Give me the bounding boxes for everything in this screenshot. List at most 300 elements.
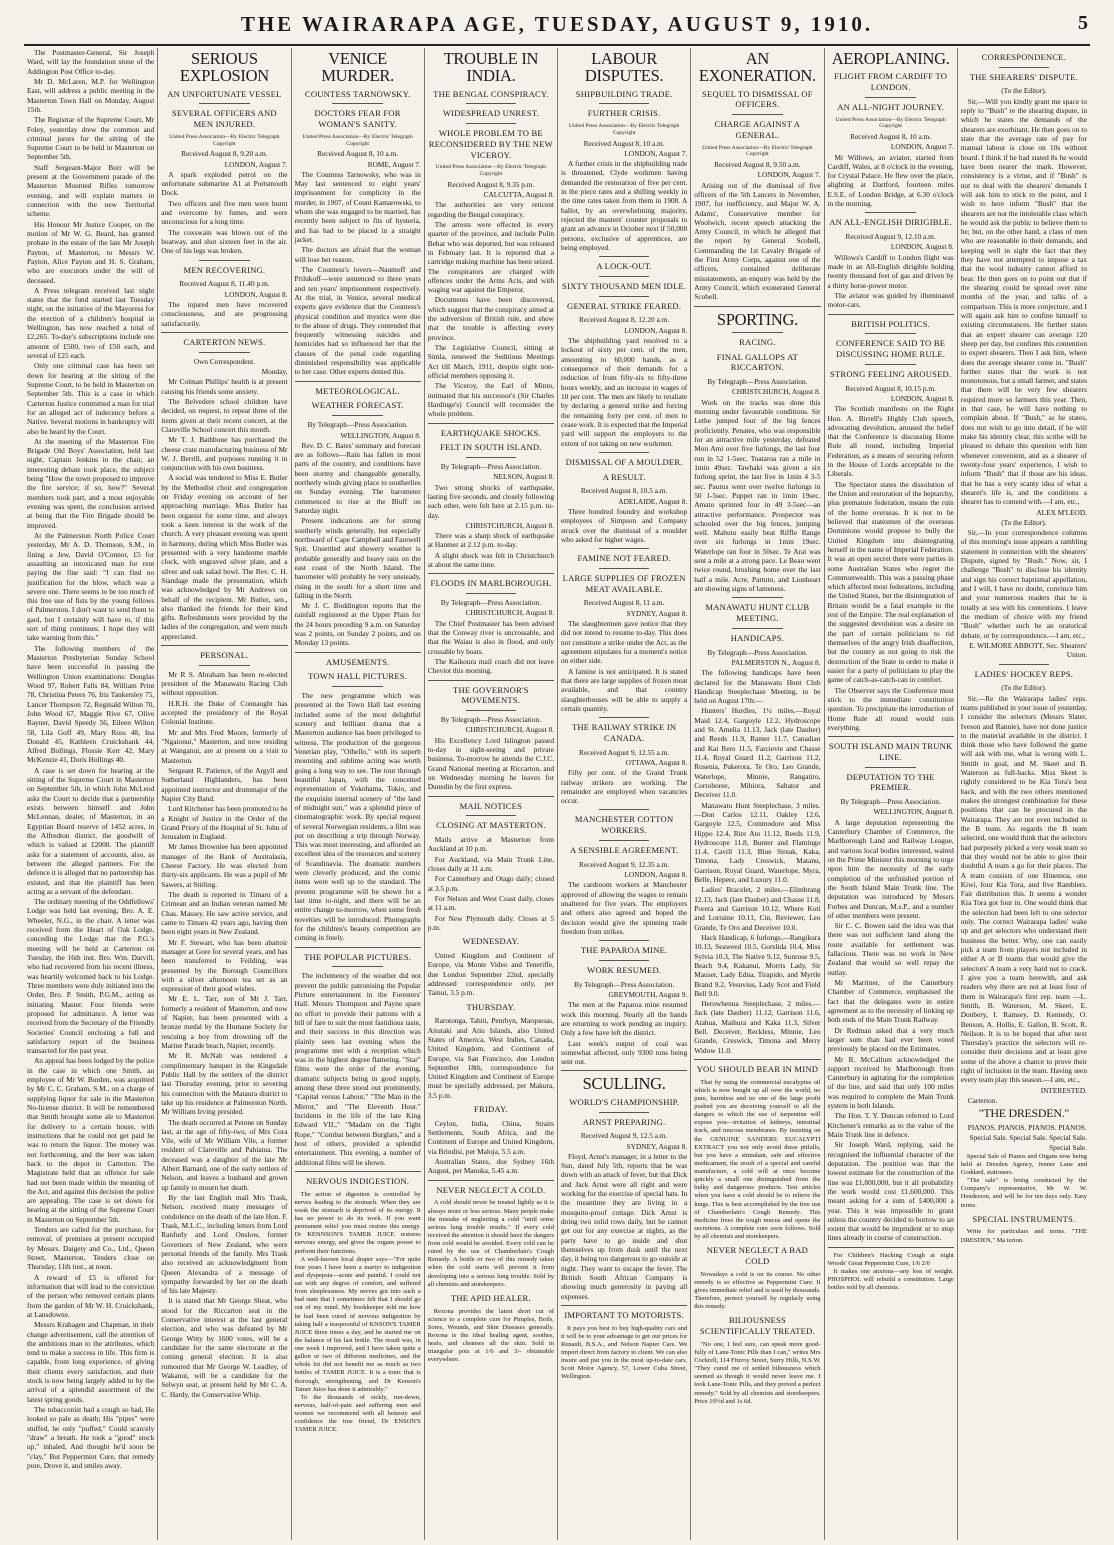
paragraph: The Belvedere school children have decided, on request, to repeat three of the items given at their recent concert, at the Clareville School concert this month. bbox=[161, 396, 288, 434]
dateline-place: Special Sale. Special Sale. Special Sale. Special Sale. bbox=[969, 1133, 1087, 1152]
subheading: THE BENGAL CONSPIRACY. bbox=[433, 88, 549, 99]
paragraph: The Legislative Council, sitting at Simla, renewed the Seditious Meetings Act till March, 1911, despite eight non-official members opposing it. bbox=[427, 343, 554, 380]
subheading: THE POPULAR PICTURES. bbox=[304, 951, 412, 962]
paragraph: H.R.H. the Duke of Connaught has accepted the presidency of the Royal Colonial Institute. bbox=[161, 698, 288, 727]
column-2 bbox=[157, 48, 290, 1540]
divider bbox=[865, 364, 916, 365]
subheading: AN ALL-NIGHT JOURNEY. bbox=[837, 101, 944, 112]
paragraph: The Kaikoura mail coach did not leave Cheviot this morning. bbox=[427, 657, 554, 676]
dateline-place: LONDON, August 7. bbox=[757, 170, 821, 180]
subheading: THE RAILWAY STRIKE IN CANADA. bbox=[571, 722, 677, 743]
paragraph: A large deputation representing the Canterbury Chamber of Commerce, the Marlborough Land and Railway League, and various local bodies interested, waited on the Prime Minister this morning to urge upon him the necessity of the early completion of the unfinished portion of the South Island Main Trunk line. The deputation was introduced by Messrs Forbes and Duncan, M.s.P., and a number of other members were present. bbox=[827, 817, 954, 920]
divider bbox=[295, 652, 421, 653]
subheading: CONFERENCE SAID TO BE DISCUSSING HOME RULE. bbox=[836, 338, 946, 360]
subheading: SEQUEL TO DISMISSAL OF OFFICERS. bbox=[702, 88, 813, 110]
advertisement-text: A well-known local draper says—"For quite four years I have been a martyr to indigestion and dyspepsia—acute and painful. I could not eat with any degree of comfort, and suffered from sleeplessness. My nerves got into such a bad state that I sometimes felt that I should go out of my mind. My bookkeeper told me how he had been cured of nervous indigestion by taking half a teaspoonful of KNSON'S TAMER JUICE three times a day, and he started me on the balance of his last bottle. The result was, in one week I improved, and I have taken quite a gallon or two of different medicines, and the whole lot did not benefit me as much as two bottles of TAMER JUICE. It is a tonic that is thorough, strengthening, and Dr Kenson's Tamer Juice has done it admirably." bbox=[294, 1255, 421, 1393]
paragraph: The Observer says the Conference must stick to the immediate constitution question. To precipitate the introduction of Home Rule all round would ruin everything. bbox=[827, 685, 954, 732]
wire-credit: United Press Association—By Electric Telegraph Copyright bbox=[302, 133, 413, 147]
divider bbox=[161, 332, 287, 333]
wire-credit: United Press Association—By Electric Telegraph Copyright bbox=[169, 133, 280, 147]
subheading: MEN RECOVERING. bbox=[183, 264, 266, 275]
subheading: SPECIAL INSTRUMENTS. bbox=[972, 1213, 1076, 1224]
divider bbox=[428, 680, 554, 681]
paragraph: The following members of the Masterton Presbyterian Sunday School have been successful in passing the Wellington Union examinations: Douglas Wood 97, Robert Falls 84, William Print 78, Christina Peters 76, Iris Tankersley 75, Lancer Thompson 72, Reginald Wilton 70, John Wood 67, Maggie Rive 67, Olive Rayner, David Speedy 56, Eileen Wilton 58, Lila Goff 49, Mary Ross 48, Ina Donald 45, Kathleen Cruickshank 44, Alfred Bollings, Flossie Kerr 42, Mary McKenzie 41, Doris Hollings 40. bbox=[27, 643, 155, 765]
paragraph: The Spectator states the dissolution of the Union and restoration of the heptarchy, plus premature federation, means the ruin of the home overseas. It is not to be believed that statesmen of the overseas Dominions would propose to bully the United Kingdom into disintegrating herself in the name of Imperial Federation. It was an open secret there were parties in some Australian States who regret the Commonwealth. This was a passing phase which affected most federations, including the United States, but the disintegration of Britain would be a fatal example to the rest of the Empire. The real explanation of the suggested devolution was a desire on the part of certain politicians to rid themselves of the angry Irish disaffection, but the country as not going to risk the destruction of the State in order to make it easier for a party of politicians to play the game of catch-as-catch-can in comfort. bbox=[827, 479, 954, 685]
subheading: COUNTESS TARNOWSKY. bbox=[304, 88, 411, 99]
divider bbox=[599, 296, 650, 297]
dateline: By Telegraph—Press Association. bbox=[440, 461, 542, 471]
subheading: DISMISSAL OF A MOULDER. bbox=[565, 456, 683, 467]
paragraph: Mr J. C. Boddington reports that the rainfall registered at the Upper Plain for the 24 hours preceding 9 a.m. on Saturday was 2 points, on Sunday 2 points, and on Monday 13 points. bbox=[294, 601, 421, 648]
divider bbox=[428, 1180, 554, 1181]
paragraph: The Countess's lovers—Naumoff and Prilukoff—were sentenced to three years and ten years' imprisonment respectively. At the trial, in Venice, several medical experts gave evidence that the Countess's physical condition and mystics were due to the abuse of drugs. They contended that frequently witnessing suicides and homicides had so influenced her that the clauses of the penal code regarding diminished responsibility was applicable to her case. Other experts denied this. bbox=[294, 264, 421, 377]
dateline-place: LONDON, August 7. bbox=[890, 142, 954, 152]
divider bbox=[295, 381, 421, 382]
divider bbox=[332, 103, 383, 104]
dateline-place: LONDON, August 7. bbox=[224, 159, 288, 169]
newspaper-title: THE WAIRARAPA AGE, TUESDAY, AUGUST 9, 1910. bbox=[240, 12, 874, 36]
dateline: Received August 8, 10 a.m. bbox=[583, 138, 665, 148]
subheading: STRONG FEELING AROUSED. bbox=[829, 368, 952, 379]
dateline: By Telegraph—Press Association. bbox=[707, 647, 808, 657]
divider bbox=[332, 966, 383, 967]
subheading: NEVER NEGLECT A BAD COLD bbox=[706, 1245, 809, 1266]
subheading: SHIPBUILDING TRADE. bbox=[575, 88, 673, 99]
divider bbox=[694, 306, 820, 307]
divider bbox=[466, 815, 517, 816]
divider bbox=[161, 645, 287, 646]
divider bbox=[732, 597, 783, 598]
paragraph: The authorities are very reticent regarding the Bengal conspiracy. bbox=[427, 200, 554, 219]
subheading: THE APID HEALER. bbox=[450, 1292, 531, 1303]
dateline-place: E. WILMORE ABBOTT, Sec. Shearers' Union. bbox=[969, 640, 1087, 660]
dateline: By Telegraph—Press Association. bbox=[440, 598, 542, 608]
paragraph: Mr D. McLaren, M.P. for Wellington East, will address a public meeting in the Masterton Town Hall on Monday, August 15th. bbox=[27, 76, 155, 114]
dateline-place: OTTAWA, August 8. bbox=[625, 757, 688, 767]
subheading: WHOLE PROBLEM TO BE RECONSIDERED BY THE NEW VICEROY. bbox=[428, 128, 553, 160]
divider bbox=[828, 736, 954, 737]
headline: SERIOUS EXPLOSION bbox=[179, 49, 269, 86]
dateline-place: ALEX M'LEOD. bbox=[1036, 507, 1087, 517]
paragraph: The slaughtermen gave notice that they did not intend to resume to-day. This does not constitute a strike under the Act, as the agreement stipulates for a moment's notice on either side. bbox=[561, 619, 688, 666]
paragraph: United Kingdom and Continent of Europe, via Monte Video and Teneriffe, due London September 22nd, specially addressed correspondence only, per Tainui, 3.5 p.m. bbox=[427, 950, 554, 998]
headline: VENICE MURDER. bbox=[321, 49, 394, 86]
divider bbox=[828, 314, 954, 315]
paragraph: The men at the Paparoa mine resumed work this morning. Nearly all the hands are returning to work pending an inquiry. Only a few have left the district. bbox=[561, 1000, 688, 1038]
subheading: WEATHER FORECAST. bbox=[311, 400, 404, 411]
subheading: RACING. bbox=[739, 336, 776, 347]
dateline: By Telegraph—Press Association. bbox=[707, 377, 808, 387]
subheading: BILIOUSNESS SCIENTIFICALLY TREATED. bbox=[699, 1315, 815, 1337]
paragraph: For Canterbury and Otago daily; closed at 3.5 p.m. bbox=[427, 874, 554, 893]
paragraph: A famine is not anticipated. It is stated that there are large supplies of frozen meat available, and that country slaughterhouses will be able to supply a certain quantity. bbox=[561, 666, 688, 713]
advertisement-text: Write for particulars and terms. "THE DRESDEN," Ma terton. bbox=[960, 1228, 1087, 1244]
paragraph: Two officers and five men were burnt and overcome by fumes, and were unconscious for a long time. bbox=[161, 198, 288, 227]
subheading: FELT IN SOUTH ISLAND. bbox=[440, 442, 542, 453]
dateline-place: CHRISTCHURCH, August 8. bbox=[465, 608, 554, 618]
dateline-place: LONDON, August 7. bbox=[624, 148, 688, 158]
paragraph: There was a sharp shock of earthquake at Hanmer at 2.12 p.m. to-day. bbox=[427, 531, 554, 550]
dateline: By Telegraph—Press Association. bbox=[573, 979, 675, 989]
subheading: SOUTH ISLAND MAIN TRUNK LINE. bbox=[828, 741, 953, 762]
paragraph: The following handicaps have been declared for the Manawatu Hunt Club Handicap Steeplechase Meeting, to be held on August 17th:— bbox=[694, 668, 821, 706]
paragraph: The death occurred at Petone on Sunday last, at the age of fifty-two, of Mrs Cora Vile, wife of Mr William Vile, a former resident of Clareville and Pahiatua. The deceased was a daughter of the late Mr Albert Barnard, one of the early settlers of Nelson, and leaves a husband and grown up family to mourn her death. bbox=[161, 1117, 288, 1192]
divider bbox=[599, 256, 650, 257]
subheading: HANDICAPS. bbox=[730, 632, 785, 643]
divider bbox=[199, 260, 250, 261]
divider bbox=[599, 452, 650, 453]
divider bbox=[466, 457, 517, 458]
paragraph: Sergeant R. Patience, of the Argyll and Sutherland Highlanders, has been appointed instructor and drummajor of the Napier City Band. bbox=[161, 765, 288, 803]
dateline-place: NELSON, August 8. bbox=[493, 472, 554, 482]
dateline-place: ROME, August 7. bbox=[367, 159, 421, 169]
paragraph: Staff Sergeant-Major Burr will be present at the Government parade of the Masterton Mounted Rifles tomorrow evening, and will explain matters in connection with the new Territorial scheme. bbox=[27, 162, 155, 219]
paragraph: Mr R. McNab was tendered a complimentary banquet in the Kingsdale Public Hall by the settlers of the district last Thursday evening, prior to severing his connection with the Mataura district to take up his residence at Palmerston North. Mr William Irving presided. bbox=[161, 1051, 288, 1117]
subheading: MAIL NOTICES bbox=[459, 800, 523, 811]
paragraph: The shipbuilding yard resolved to a lockout of sixty per cent. of the men, amounting to 60,000 hands, as a consequence of their demands for a reduction of from fifty-six to fifty-three hours weekly, and an increase in wages of 10 per cent. The men are likely to retaliate by declaring a general strike and forcing the remaining forty per cent. of men to cease work. It is expected that the Imperial yard will support the employers to the extent of not taking on new workmen. bbox=[561, 336, 688, 448]
subheading: IMPORTANT TO MOTORISTS. bbox=[564, 1309, 684, 1320]
subheading: MANAWATU HUNT CLUB MEETING. bbox=[705, 602, 810, 624]
subheading: NERVOUS INDIGESTION. bbox=[306, 1175, 410, 1186]
paragraph: Carterton. bbox=[967, 1096, 998, 1106]
paragraph: Floyd, Arnst's manager, in a letter to the Sun, dated July 5th, reports that he was down with an attack of fever, but that Dick and Jack Arnst were all right and were working for the exercise of special hats. In the meantime they are living in a mosquito-proof cottage. Dick Arnst is doing two solid rows daily, but he cannot get out for any exercise at nights, as the party have to go inside and shut themselves up from dusk until the next day, it being too dangerous to go outside at night. They want to escape the fever. The British South African Company is showing much generosity in paying all expenses. bbox=[561, 1151, 688, 1301]
paragraph: Only one criminal case has been set down for hearing at the sitting of the Supreme Court, to be held in Masterton on September 5th. This is a case in which Carterton Justice committed a man for trial for an alleged act of indecency before a Native. Several motions in bankruptcy will also be heard by the Court. bbox=[27, 361, 155, 436]
advertisement-text: That by using the commercial eucalyptus oil which is now bought up all over the world, no pure, harmless and no one of the large profit pushed you are deceiving yourself to all the dangers to which the use of turpentine will expose you—irritation of kidneys, intestinal track, and mucous membranes. By insisting on the GENUINE SANDERS EUCALYPTI EXTRACT you not only avoid these pitfalls, but you have a stimulant, safe and effective medicament, the result of a special and careful manufacture, a cold will at once become quickly a small one distinguished from the bulky and dangerous products. Test articles when you have a cold should be to relieve the lungs. This is best accomplished by the free use of Chamberlain's Cough Remedy. This medicine frees the tough mucus and opens the secretions. A complete cure soon follows. Sold by all chemists and storekeepers. bbox=[694, 1078, 821, 1241]
wire-credit: United Press Association—By Electric Telegraph Copyright bbox=[568, 123, 680, 136]
paragraph: A further crisis in the shipbuilding trade is threatened, Clyde workmen having demanded the restoration of five per cent. in the piece rates and a shilling weekly in the time rates taken from them in 1908. A ballot, by an overwhelming majority, rejected the masters' counter proposals to grant an advance in October next if 50,000 persons, exclusive of apprentices, are being employed. bbox=[561, 159, 688, 252]
dateline: Received August 8, 10.5 a.m. bbox=[580, 486, 668, 496]
subheading: BRITISH POLITICS. bbox=[851, 318, 931, 329]
dateline-place: ADELAIDE, August 8. bbox=[618, 496, 688, 506]
divider bbox=[599, 1112, 650, 1113]
paragraph: The Hon. T. Y. Duncan referred to Lord Kitchener's remarks as to the value of the Main Trunk line in defence. bbox=[827, 1111, 954, 1140]
subheading: SEVERAL OFFICERS AND MEN INJURED. bbox=[171, 108, 277, 130]
divider bbox=[466, 103, 517, 104]
divider bbox=[865, 333, 916, 334]
advertisement-text: It pays you best to buy high-quality cars and it will be to your advantage to get our prices for Renault, B.S.A., and Nelson Napier Cars. We import direct from factory to client. We can also insure and put you in the most up-to-date cars. Scott Motor Agency, 57, Lower Cuba Street, Wellington. bbox=[561, 1324, 688, 1381]
subheading: THURSDAY. bbox=[466, 1001, 516, 1012]
paragraph: Documents have been discovered, which suggest that the conspiracy aimed at the subversion of British rule, and show that the trouble is affecting every province. bbox=[427, 295, 554, 342]
divider bbox=[561, 1305, 687, 1306]
paragraph: Sir,—In your correspondence columns of this morning's issue appears a rambling statement in connection with the shearers' Dispute, signed by "Bush." Now, sir, I challenge "Bush" to disclose his identity and sign his correct baptismal appellation, and I will, I have no doubt, convince him and your numerous readers that he is totally at sea with his contentions. I leave the medium of choice with my friend "Bush" whether such be an oratorical debate, or by correspondence.—I am, etc., bbox=[960, 528, 1087, 640]
paragraph: His Honour Mr Justice Cooper, on the motion of Mr W. G. Beard, has granted probate in the estate of the late Mr Joseph Payton, of Masterton, to Messrs W. Payton, Alice Payton and H. S. Graham, who are executors under the will of deceased. bbox=[27, 219, 155, 285]
dateline: Received August 8, 10 a.m. bbox=[850, 131, 932, 141]
divider bbox=[732, 628, 783, 629]
subheading: CARTERTON NEWS. bbox=[183, 336, 266, 347]
column-4 bbox=[424, 48, 557, 1540]
paragraph: A reward of £5 is offered for information that will lead to the conviction of the person who removed certain plants from the garden of Mr W. H. Cruickshank, at Lansdowne. bbox=[27, 1272, 155, 1319]
dateline-place: WELLINGTON, August 8. bbox=[340, 430, 421, 440]
paragraph: Tenders are called for the purchase, for removal, of premises at present occupied by Messrs. Daigety and Co., Ltd., Queen Street, Masterton. Tenders close on Thursday, 11th inst., at noon. bbox=[27, 1225, 155, 1272]
paragraph: Present indications are for strong southerly winds generally, but especially northward of Cape Campbell and Farewell Spit. Unsettled and showery weather is probable generally and heavy rain on the east coast of the North Island. The barometer will probably be very unsteady, rising in the south for a short time and falling in the North. bbox=[294, 516, 421, 600]
paragraph: Mr Marriner, of the Canterbury Chamber of Commerce, emphasised the fact that the delegates were in entire agreement as to the necessity of linking up both ends of the Main Trunk Railway. bbox=[827, 978, 954, 1025]
paragraph: The doctors are afraid that the woman will lose her reason. bbox=[294, 245, 421, 264]
paragraph: Mr T. J. Bathbone has purchased the cheese crate manufacturing business of Mr W. J. Berrill, and purposes running it in conjunction with his own business. bbox=[161, 435, 288, 473]
divider bbox=[599, 940, 650, 941]
subheading: FLOODS IN MARLBOROUGH. bbox=[430, 578, 552, 589]
subheading: THE PAPAROA MINE. bbox=[580, 945, 668, 956]
advertisement-text: A cold should never be treated lightly as it is always more or less serious. Many people make the mistake of neglecting a cold "until some serious lung trouble results." If every cold received the attention it should have the dangers from cold would be avoided. Every cold can be cured by the use of Chamberlain's Cough Remedy. A bottle or two of this remedy taken when the cold starts will prevent it from developing into a serious lung trouble. Sold by all chemists and storekeepers. bbox=[427, 1199, 554, 1288]
dateline: Received August 8, 10.15 p.m. bbox=[845, 383, 936, 393]
paragraph: Willows's Cardiff to London flight was made in an All-English dirigible holding twenty thousand feet of gas and driven by a thirty horse-power motor. bbox=[827, 252, 954, 290]
divider bbox=[599, 568, 650, 569]
divider bbox=[466, 593, 517, 594]
paragraph: The Viceroy, the Earl of Minto, intimated that his successor's (Sir Charles Hardinge's) Council will reconsider the whole problem. bbox=[427, 381, 554, 419]
headline: LABOUR DISPUTES. bbox=[584, 49, 664, 86]
dateline: Received August 8, 11.40 p.m. bbox=[179, 279, 270, 289]
dateline-place: CALCUTTA, August 8. bbox=[483, 190, 554, 200]
subheading: DOCTORS FEAR FOR WOMAN'S SANITY. bbox=[314, 108, 401, 130]
paragraph: Lord Kitchener has been promoted to be a Knight of Justice in the Order of the Grand Priory of the Hospital of St. John of Jerusalem in England. bbox=[161, 804, 288, 842]
subheading: FRIDAY. bbox=[474, 1104, 508, 1115]
divider bbox=[599, 548, 650, 549]
headline: SPORTING. bbox=[716, 309, 798, 329]
paragraph: Fifty per cent. of the Grand Trunk railway strikers are working. The remainder are employed when vacancies occur. bbox=[561, 768, 688, 806]
divider bbox=[599, 840, 650, 841]
subheading: A RESULT. bbox=[602, 471, 646, 482]
column-3 bbox=[291, 48, 424, 1540]
subheading: WIDESPREAD UNREST. bbox=[442, 108, 539, 119]
paragraph: The Registrar of the Supreme Court, Mr Foley, yesterday drew the common and criminal jurors for the sitting of the Supreme Court to be held in Masterton on September 5th. bbox=[27, 115, 155, 162]
subheading: DEPUTATION TO THE PREMIER. bbox=[846, 771, 935, 793]
subheading: CORRESPONDENCE. bbox=[981, 52, 1067, 62]
subheading: LADIES' HOCKEY REPS. bbox=[974, 668, 1074, 679]
paragraph: Australian States, due Sydney 16th August, per Manuka, 5.45 a.m. bbox=[427, 1157, 554, 1176]
wire-credit: United Press Association—By Electric Telegraph Copyright bbox=[702, 144, 813, 158]
paragraph: Manawatu Hunt Steeplechase, 3 miles.—Don Carlos 12.11, Oakley 12.6, Gargoyle 12.5, Commodore and Miss Hippo 12.4, Rire Ato 11.12, Reeds 11.9, Hydroscope 11.8, Bunter and Flamingo 11.4, Cavill 11.3, Blue Streak, Kaka, Timona, Lady Creswick, Matanu, Garrison, Royal Guard, Waterlope, Myra, Belle, Hepere, and Luxury 11.0. bbox=[694, 800, 821, 885]
paragraph: The cardroom workers at Manchester approved of allowing the wages to remain unaltered for five years. The employers and others also agreed and hoped the decision would give the spinning trade freedom from strikes. bbox=[561, 880, 688, 936]
paragraph: Sir C. C. Bowen said the idea was that there was not sufficient land along the route available for settlement was fallacious. There was no work in New Zealand that would so well repay the outlay. bbox=[827, 921, 954, 977]
paragraph: Ladies' Bracelet, 2 miles.—Elimbrang 12.13, Jack (late Dauber) and Chasse 11.8, Porera and Garrison 10.12, Where Koti and Lorraine 10.11, Cin, Reviewer, Leo Grande, Te Oro and Deceiver 10.0. bbox=[694, 885, 821, 932]
dateline-place: GREYMOUTH, August 9. bbox=[608, 989, 688, 999]
subheading: AN ALL-ENGLISH DIRIGIBLE. bbox=[829, 217, 952, 228]
advertisement-text: The action of digestion is controlled by nerves leading to the stomach. When they are weak the stomach is deprived of its energy. It has no power to do its work. If you want permanent relief you must restore this energy. Dr KENNSON'S TAMER JUICE restores nervous energy, and gives the organs power to perform their functions. bbox=[294, 1190, 421, 1255]
paragraph: A social was tendered to Miss E. Butler by the Methodist choir and congregation on Friday evening on account of her approaching marriage. Miss Butler has been organist for some time, and always took a keen interest in the work of the church. A very pleasant evening was spent in harmony, during which Miss Butler was presented with a very handsome marble clock, with engraved silver plate, and a silver and oak salad bowl. The Rev. C. H. Standage made the presentation, which was acknowledged by Mr Andrews on behalf of the recipient. Mr Butler, sen., also thanked the friends for their kind gifts. Refreshments were provided by the ladies of the congregation, and were much appreciated. bbox=[161, 473, 288, 641]
paragraph: The tobacconist had a cough so bad, He looked so pale as death; His "pipes" were stuffed, he only "puffed," Could scarcely "draw" a breath. He took a "good" stock up," inhaled, And thought he'd soon be "clay," But Peppermint Cure, that remedy pure, Drove it, and smiles away. bbox=[27, 1405, 155, 1470]
paragraph: The ordinary meeting of the Oddfellows' Lodge was held last evening, Bro. A. E. Wheeler, N.G., in the chair. A letter was received from the Heart of Oak Lodge, conceding the Lodge that the P.G.'s meeting will be held at Carterton on Tuesday, the 16th inst. Bro. Wm. Darvill, who had recovered from his recent illness, was heartily welcomed back to his Lodge. Three members were duly initiated into the Order, Bro. P. Smith, P.G.M., acting as initiating Master. Four friends were proposed for admittance. A letter was received from the Secretary of the Friendly Societies' Council enclosing a full and satisfactory report of the business transacted for the past year. bbox=[27, 897, 155, 1056]
subheading: FINAL GALLOPS AT RICCARTON. bbox=[716, 351, 798, 373]
headline: AN EXONERATION. bbox=[698, 49, 816, 86]
paragraph: A case is set down for hearing at the sitting of the Supreme Court in Masterton on September 5th, in which John McLeod asks the Court to decide that a partnership exists between himself and John McLennan, dealer, of Masterton, in an Egyptian Board reserve of 1452 acres, in the Alfredton district, the goodwill of which is valued at £2000. The plaintiff asks for a statement of accounts, also, as between the alleged partners. For the defence it is alleged that no partnership has existed, and that the plaintiff has been acting as a servant of the defendant. bbox=[27, 765, 155, 896]
divider bbox=[599, 103, 650, 104]
divider bbox=[466, 710, 517, 711]
dateline-place: CHRISTCHURCH, August 8. bbox=[465, 725, 554, 735]
advertisement-text: To the thousands of sickly, run-down, nervous, half-of-pain and suffering men and women we recommend with all honesty and confidence the true friend, Dr ENSON'S TAMER JUICE. bbox=[294, 1393, 421, 1434]
subheading: THE GOVERNOR'S MOVEMENTS. bbox=[453, 684, 529, 706]
column-7 bbox=[824, 48, 957, 1540]
paragraph: Mr E. L. Tarr, son of Mr J. Tarr, formerly a resident of Masterton, and now of Napier, has been presented with a bronze medal by the Humane Society for rescuing a boy from drowning off the Marine Parade beach, Napier, recently. bbox=[161, 994, 288, 1050]
divider bbox=[199, 352, 250, 353]
headline: SCULLING. bbox=[582, 1074, 666, 1094]
paragraph: The Countess Tarnowsky, who was in May last sentenced to eight years' imprisonment for complicity in the murder, in 1907, of Count Kamarowski, to whom she was engaged to be married, has recently been subject to fits of hysteria, and has had to be placed in a straight jacket. bbox=[294, 169, 421, 245]
subheading: FAMINE NOT FEARED. bbox=[577, 553, 671, 564]
subheading: CLOSING AT MASTERTON. bbox=[436, 820, 546, 831]
dateline: By Telegraph—Press Association. bbox=[840, 797, 941, 807]
divider bbox=[732, 332, 783, 333]
divider bbox=[332, 415, 383, 416]
divider bbox=[865, 97, 916, 98]
paragraph: At the meeting of the Masterton Fire Brigade Old Boys' Association, held last night, Captain Jenkins in the chair, an interesting debate took place, the subject being "How the town proposed to improve the fire service; if so, how?" Several members took part, and a most enjoyable evening was spent, the conclusion arrived at being that the Fire Brigade should be improved. bbox=[27, 436, 155, 530]
dateline-place: LONDON, August 8. bbox=[890, 242, 954, 252]
divider bbox=[999, 67, 1050, 68]
paragraph: Rev. D. C. Bates' summary and forecast are as follows—Rain has fallen in most parts of the country, and conditions have been stormy and changeable generally, northerly winds giving place to southerlies on Sunday evening. The barometer commenced to rise at the Bluff on Saturday night. bbox=[294, 440, 421, 516]
dateline-place: SYDNEY, August 8. bbox=[626, 1141, 688, 1151]
divider bbox=[332, 686, 383, 687]
subheading: WEDNESDAY. bbox=[462, 936, 520, 947]
dateline: Received August 8, 11 a.m. bbox=[583, 598, 665, 608]
subheading: CHARGE AGAINST A GENERAL. bbox=[714, 119, 801, 140]
paragraph: The Postmaster-General, Sir Joseph Ward, will lay the foundation stone of the Addington Post Office to-day. bbox=[27, 48, 155, 76]
paragraph: Mr James Brownlee has been appointed manager of the Bank of Australasia, Cheese Factory. He was elected from thirty-six applicants. He was a pupil of Mr Sawers, at Stirling. bbox=[161, 842, 288, 889]
divider bbox=[732, 114, 783, 115]
dateline: Own Correspondent. bbox=[193, 356, 255, 366]
paragraph: PIANOS. PIANOS. PIANOS. PIANOS. bbox=[967, 1122, 1087, 1132]
divider bbox=[694, 1059, 820, 1060]
divider bbox=[428, 796, 554, 797]
advertisement-text: For Children's Hacking Cough at night Woods' Great Peppermint Cure, 1/6 2/6 bbox=[827, 1251, 954, 1267]
paragraph: Mr R. McCallum acknowledged the support received by Marlborough from Canterbury in agitating for the completion of the line, and said that only 100 miles was required to complete the Main Trunk system in both Islands. bbox=[827, 1054, 954, 1111]
dateline: Received August 8, 9.50 a.m. bbox=[714, 159, 801, 169]
advertisement-text: Nowadays a cold is on its course. No other remedy is so effective as Peppermint Cure. It gives immediate relief and is used by thousands. Therefore, protect yourself by regularly using this remedy. bbox=[694, 1270, 821, 1311]
paragraph: The arrests were effected in every quarter of the province, and include Pulin Behar who was deported, but was released in February last. It is reported that a cartridge making machine has been seized. The conspirators are charged with offences under the Arms Acts, and with waging war against the Emperor. bbox=[427, 219, 554, 295]
paragraph: For New Plymouth daily. Closes at 5 p.m. bbox=[427, 913, 554, 932]
subheading: FLIGHT FROM CARDIFF TO LONDON. bbox=[834, 71, 948, 93]
divider bbox=[599, 960, 650, 961]
subheading: AMUSEMENTS. bbox=[325, 656, 390, 667]
paragraph: Hunters' Hurdles, 1½ miles.—Royal Maid 12.4, Gargoyle 12.2, Hydroscope and St. Amelia 11.13, Jack (late Dauber) and Reeds 11.9, Ramer 11.7, Canadian and Kai Rere 11.5, Farcievie and Chasse 11.4, Royal Guard 11.2, Garrison 11.2, Rosenia, Pukerora, Te Oro, Leo Grande, Waterlope, Minnie, Rangatiro, Corroboree, Mihiora, Saltator and Deceiver 11.0. bbox=[694, 706, 821, 800]
dateline-place: INTERESTED. bbox=[1040, 1085, 1087, 1095]
subheading: METEOROLOGICAL. bbox=[315, 385, 400, 396]
paragraph: The new programme which was presented at the Town Hall last evening included some of the most delightful scenery and brilliant drama that a Masterton audience has been privileged to witness. The production of the gorgeous Venetian play, "Othello," with its superb mounting and sublime acting was worth going a long way to see. The tour through beautiful Japan, with the conceited representation of Yokohama, Tokio, and the exquisite internal scenery of "the land of midnight sun," was a splendid piece of cinematographic work. By special request of several Norwegian residents, a film was put on describing a trip through Norway. This was most interesting, and afforded an excellent idea of the resources and scenery of Scandinavia. The dramatic numbers were cleverly produced, and the comic items were well up to the standard. The present programme will be shown for a last time to-night, and there will be an entire change to-morrow, when some fresh novelties will be introduced. Photographs for the children's beauty competition are coming in freely. bbox=[294, 691, 421, 943]
paragraph: It is stated that Mr George Sheat, who stood for the Riccarton seat in the Conservative interest at the last general election, and who was defeated by Mr George Witty by 1600 votes, will be a candidate for the same electorate at the coming general election. It is also rumoured that Mr George W. Leadley, of Wakanui, will be a candidate for the Selwyn seat, at present held by Mr C. A. C. Hardy, the Conservative Whip. bbox=[161, 1296, 288, 1399]
newspaper-columns bbox=[24, 48, 1090, 1540]
divider bbox=[295, 1171, 421, 1172]
wire-credit: United Press Association—By Electric Telegraph Copyright bbox=[435, 164, 547, 177]
wire-credit: United Press Association—By Electric Telegraph Copyright bbox=[835, 116, 946, 130]
paragraph: At the Palmerston North Police Court yesterday, Mr A. D. Thomson, S.M., in fining a Jew, David O'Connor, £5 for assaulting an intoxicated man for rent paying the fine said: "I can find no justification for the blow, which was a severe one. There seems to be too much of this free use of fists by the young fellows of Palmerston. I don't want to send them to gaol, but I certainly will have to, if this sort of thing continues. I hope they will take warning from this." bbox=[27, 530, 155, 643]
subheading: WORK RESUMED. bbox=[587, 964, 662, 975]
paragraph: Arising out of the dismissal of five officers of the 5th Lancers in November, 1907, for inefficiency, and Major W. A. Adams', Conservative member for Woolwich, recent speech attacking the Army Council, in which he alleged that the report by General Scobell, Commanding the 1st Cavalry Brigade of the First Army Corps, against one of the officers, contained deliberate misstatements, an enquiry was held by the Army Council, which exonerated General Scobell. bbox=[694, 180, 821, 302]
column-8 bbox=[957, 48, 1090, 1540]
subheading: YOU SHOULD BEAR IN MIND bbox=[696, 1064, 819, 1074]
divider bbox=[428, 423, 554, 424]
dateline-place: LONDON, August 8. bbox=[624, 869, 688, 879]
paragraph: Ceylon, India, China, Straits Settlements, South Africa, and the Continent of Europe and United Kingdom, via Brindisi, per Maloja, 5.5 a.m. bbox=[427, 1118, 554, 1156]
divider bbox=[828, 1247, 954, 1248]
paragraph: Last week's output of coal was somewhat affected, only 9300 tons being sent out. bbox=[561, 1038, 688, 1067]
paragraph: His Excellency Lord Islington passed to-day in sight-seeing and private business. To-morrow he attends the C.J.C. Grand National meeting at Riccarton, and on Wednesday morning he leaves for Dunedin by the first express. bbox=[427, 735, 554, 792]
paragraph: Hack Handicap, 6 furlongs.—Rangikura 10.13, Seaweed 10.5, Gorslida 10.4, Miss Sylvia 10.3, The Native 9.12, Sunrose 9.5, Beach 9.4, Kakanui, Morris Lady, Sir Mauser, Lady Edna, Tirapido, and Myrtle Brand 9.2, Vesuvius, Lady Scot and Field Bell 9.0. bbox=[694, 932, 821, 998]
paragraph: A Press telegram received last night states that the fund started last Tuesday night, on the initiative of the Mayoress for the erection of a children's hospital in Wellington, has now reached a total of £2,265. To-day's subscriptions include one amount of £500, two of £50 each, and several of £25 each. bbox=[27, 285, 155, 360]
paragraph: An appeal has been lodged by the police in the case in which one Smith, an employee of Mr W. Burden, was acquitted by Mr C. C. Graham, S.M., on a charge of supplying liquor for sale in the Masterton No-license district. It will be remembered that Smith brought some ale to Masterton for delivery to a certain house, with instructions that he could not get paid he was to return the liquor. The money was not forthcoming, and the beer was taken back to the depot in Carterton. The Magistrate held that an offence for sale had not been made within the meaning of the Act, and against this decision the police are appealing. The case is set down for hearing at the sitting of the Supreme Court in Masterton on September 5th. bbox=[27, 1056, 155, 1224]
masthead bbox=[24, 8, 1090, 46]
dateline-place: CHRISTCHURCH, August 8. bbox=[465, 520, 554, 530]
divider bbox=[865, 767, 916, 768]
paragraph: The Chief Postmaster has been advised that the Conway river is uncrossable, and that the Waiau is also in flood, and only crossable by boats. bbox=[427, 618, 554, 656]
paragraph: For Auckland, via Main Trunk Line, closes daily at 11 a.m. bbox=[427, 854, 554, 874]
dateline-place: LONDON, August 8. bbox=[624, 325, 688, 335]
advertisement-text: Special Sale of Pianos and Organs now being held at Dresden Agency, Jenner Lane and Goddard, stationers. bbox=[960, 1152, 1087, 1177]
paragraph: Messrs Krahagen and Chapman, in their change advertisement, call the attention of the ambitious man to the attributes, which tend to make a success in life. This firm is capable, from long experience, of giving their clients every satisfaction, and their stock is now being largely added to by the arrival of a splendid assortment of the latest spring goods. bbox=[27, 1320, 155, 1404]
advertisement-text: It makes one anxious—any loss of weight. PHOSPHOL will rebuild a constitution. Large bottles sold by all chemists. bbox=[827, 1268, 954, 1292]
headline: TROUBLE IN INDIA. bbox=[443, 49, 539, 86]
dateline: Received August 9, 12.10 a.m. bbox=[845, 232, 936, 242]
subheading: MANCHESTER COTTON WORKERS. bbox=[574, 814, 674, 836]
divider bbox=[199, 665, 250, 666]
advertisement-text: "No one, I feel sure, can speak more good-fully of Lane-Tonic Pills than I can," writes Mrs Cockrell, 114 Fitzroy Street, Surry Hills, N.S.W. "They cured me of settled biliousness which seemed as though it would never leave me. I took Lane-Tonic Pills, and they proved a perfect remedy." Sold by all chemists and storekeepers. Price 10½d and 1s 6d. bbox=[694, 1340, 821, 1405]
dateline-place: SYDNEY, August 8. bbox=[626, 608, 688, 618]
paragraph: Mr Colman Phillips' health is at present causing his friends some anxiety. bbox=[161, 377, 288, 396]
subheading: SIXTY THOUSAND MEN IDLE. bbox=[562, 280, 687, 291]
dateline: Received August 9, 12.35 a.m. bbox=[579, 859, 670, 869]
divider bbox=[599, 276, 650, 277]
subheading: NEVER NEGLECT A COLD. bbox=[436, 1184, 546, 1195]
subheading: A LOCK-OUT. bbox=[596, 261, 652, 272]
paragraph: The Scottish manifesto on the Right Hon. A. Birrell's Highly Club speech, advocating devolution, aroused the belief that the Conference is discussing Home Rule all round, including Imperial Federation, as a means of securing reform in the House of Lords acceptable to the Liberals. bbox=[827, 404, 954, 479]
paragraph: Rarotonga, Tahiti, Penrhyn, Marquesas, Aitutaki and Atiu Islands, also United States of America, West Indies, Canada, United Kingdom, and Continent of Europe, via San Francisco, due London September 18th, correspondence for United Kingdom and Continent of Europe must be specially addressed, per Makura, 3.5 p.m. bbox=[427, 1016, 554, 1100]
dateline: Received August 8, 10 a.m. bbox=[317, 149, 399, 159]
paragraph: A slight shock was felt in Christchurch at about the same time. bbox=[427, 550, 554, 570]
dateline: (To the Editor). bbox=[1001, 86, 1047, 96]
dateline-place: LONDON, August 8. bbox=[224, 289, 288, 299]
dateline: By Telegraph—Press Association. bbox=[307, 420, 408, 430]
dateline-place: Monday. bbox=[261, 367, 288, 377]
subheading: WORLD'S CHAMPIONSHIP. bbox=[569, 1096, 680, 1107]
paragraph: Dr Redman asked that a very much larger sum than had ever been voted previously be placed on the Estimates. bbox=[827, 1025, 954, 1054]
divider bbox=[199, 103, 250, 104]
advertisement-text: "The sale" is being conducted by the Company's representative, Mr W. W. Henderson, and will be for ten days only. Easy terms. bbox=[960, 1177, 1087, 1209]
subheading: LARGE SUPPLIES OF FROZEN MEAT AVAILABLE. bbox=[562, 572, 686, 594]
paragraph: Sir,—Re the Wairarapa ladies' reps. teams published in your issue of yesterday, I consider the selectors (Messrs Slater, Iveson and Rannie), have not done justice to the material available in the district. I think those who have followed the game will ask with me, what is wrong with L. Smith in goal, and M. Skeet and B. Waterson as full-backs. Miss Skeet is rightly considered to be Kia Tora's best back, and with the two others mentioned makes the strongest combination for these positions that can be procured in the Wairarapa. They are not even included in the B team. As regards the B team selected, one would think that the selectors had purposely picked a very weak team so that they would not be able to give their doubtful A team a go for their places. The A team consists of one Hinemoa, one Kiwi, four Kia Tora, and five Ramblers. Fair distribution this. It seems a wonder Kia Tora got four in. One would think that the selection had been left to one selector only. The correct Wairarapa ladies' wake up and get selectors who understand their business the better. Why, one can easily pick a team from players not included in either A or B teams that would give the selectors' A team a very hard nut to crack. I give you a team herewith, and ask readers why there are not at least four of them in Wairarapa's first rep. team —L. Smith, B. Waterson, M. Skeet, E. Donbery, I. Ramsey, D. Kennedy, O. Benson, A. Hollis, E. Gallon, B. Scott, R. Neilson. It is to be hoped that after next Thursday's practice the selectors will re-consider their decisions and at least give some of the above a chance to prove their right of inclusion in the team. Having seen every team play this season.—I am, etc., bbox=[960, 693, 1087, 1085]
divider bbox=[295, 947, 421, 948]
paragraph: The death is reported in Timaru of a Crimean and an Indian veteran named Mr Chas. Massey. He saw active service, and came to Timaru 42 years ago, having then been eight years in New Zealand. bbox=[161, 890, 288, 937]
paragraph: Mr F. Stewart, who has been abattoir manager at Gore for several years, and has been transferred to Feilding, was presented by the Borough Councillors with a silver afternoon tea set as an expression of their good wishes. bbox=[161, 937, 288, 994]
advertisement-title: "THE DRESDEN." bbox=[978, 1106, 1069, 1121]
paragraph: Mails arrive at Masterton from Auckland at 10 p.m. bbox=[427, 835, 554, 854]
paragraph: Work on the tracks was done this morning under favourable conditions. Sir Lethe jumped four of the big fences proficiently. Penates, who was responsible for an attractive mile yesterday, defeated Mon Ami over five furlongs, the last four run in 52 1-5sec. Toataroa ran a mile in 1min 49sec. Tawhaki was given a six furlong sprint, the last five in 1min 4 3-5 sec. Paurus went over twelve furlongs in 50 1-5sec. Puppet ran in 1min 19sec. Amato sprinted four in 49 3-5sec—an attractive performance. Prospector was schooled over the big fences, jumping well. Mahutu easily beat Riffle Range over six furlongs in 1min 19sec. Waterlope ran four in 50sec. Te Arai was sent a mile at a strong pace. Le Beau went twice round, brushing home over the last half a mile. Acre, Partuto, and Lionheart are showing signs of lameness. bbox=[694, 397, 821, 594]
divider bbox=[428, 573, 554, 574]
dateline: Received August 8, 9.20 a.m. bbox=[181, 149, 268, 159]
paragraph: Three hundred foundry and workshop employees of Simpson and Company struck over the dismissal of a moulder who asked for higher wages. bbox=[561, 506, 688, 544]
advertisement-text: Rexona provides the latest short cut of science to a complete cure for Pimples, Boils, Sores, Wounds, and Skin Diseases generally. Rexona is the ideal healing agent, soothes, heals, and cleanses all the skin. Sold in triangular pots at 1/6 and 3/- obtainable everywhere. bbox=[427, 1307, 554, 1364]
paragraph: By the last English mail Mrs Trask, Nelson, received many messages of condolence on the death of the late Hon. F. Trask, M.L.C., including letters from Lord Ranfurly and Lord Onslow, former Governors of New Zealand, who were personal friends of the family. Mrs Trask also received an acknowledgment from Queen Alexandra of a message of sympathy forwarded by her on the death of his late Majesty. bbox=[161, 1193, 288, 1296]
paragraph: The inclemency of the weather did not prevent the public patronising the Popular Picture entertainment in the Foresters' Hall. Messrs Thompson and Payne spare no effort to provide their patrons with a bill of fare to suit the most fastidious taste, and their success in this direction was plainly seen last evening when the programme met with a reception which was in the highest degree flattering. "Star" films were the order of the evening, dramatic subjects being in good supply, among these three stood out prominently, "Capital versus Labour," "The Man in the Mirror," and "The Eleventh Hour." Incidents in the life of the late King Edward VII.," "Madam on the Tight Rope," "Combat between Burglars," and a host of others, provided a splendid entertainment. This evening, a number of additional films will be shown. bbox=[294, 971, 421, 1167]
headline: AEROPLANING. bbox=[831, 49, 950, 68]
divider bbox=[466, 123, 517, 124]
column-5 bbox=[557, 48, 690, 1540]
divider bbox=[599, 809, 650, 810]
dateline: Received August 8, 12.20 a.m. bbox=[579, 315, 670, 325]
paragraph: The injured men have recovered consciousness, and are progressing satisfactorily. bbox=[161, 300, 288, 328]
divider bbox=[599, 717, 650, 718]
dateline-place: WELLINGTON, August 8. bbox=[873, 807, 954, 817]
dateline: Received August 9, 12.5 a.m. bbox=[580, 1131, 668, 1141]
dateline: (To the Editor). bbox=[1001, 683, 1047, 693]
subheading: PERSONAL. bbox=[200, 650, 249, 661]
paragraph: Mr and Mrs Fred Moore, formerly of "Ngaionui," Masterton, and now residing at Wanganui, are at present on a visit to Masterton. bbox=[161, 727, 288, 765]
dateline: By Telegraph—Press Association. bbox=[440, 715, 542, 725]
subheading: EARTHQUAKE SHOCKS. bbox=[440, 427, 541, 438]
dateline: Received August 8, 9.35 p.m. bbox=[447, 179, 535, 189]
paragraph: For Nelson and West Coast daily, closes at 11 a.m. bbox=[427, 893, 554, 913]
divider bbox=[999, 664, 1050, 665]
paragraph: The coxswain was blown out of the boatway, and shot sixteen feet in the air. One of his legs was broken. bbox=[161, 227, 288, 256]
subheading: GENERAL STRIKE FEARED. bbox=[567, 300, 682, 311]
subheading: FURTHER CRISIS. bbox=[587, 108, 661, 119]
dateline: Received August 9, 12.55 a.m. bbox=[579, 747, 670, 757]
subheading: A SENSIBLE AGREEMENT. bbox=[569, 844, 679, 855]
subheading: TOWN HALL PICTURES. bbox=[308, 671, 408, 682]
